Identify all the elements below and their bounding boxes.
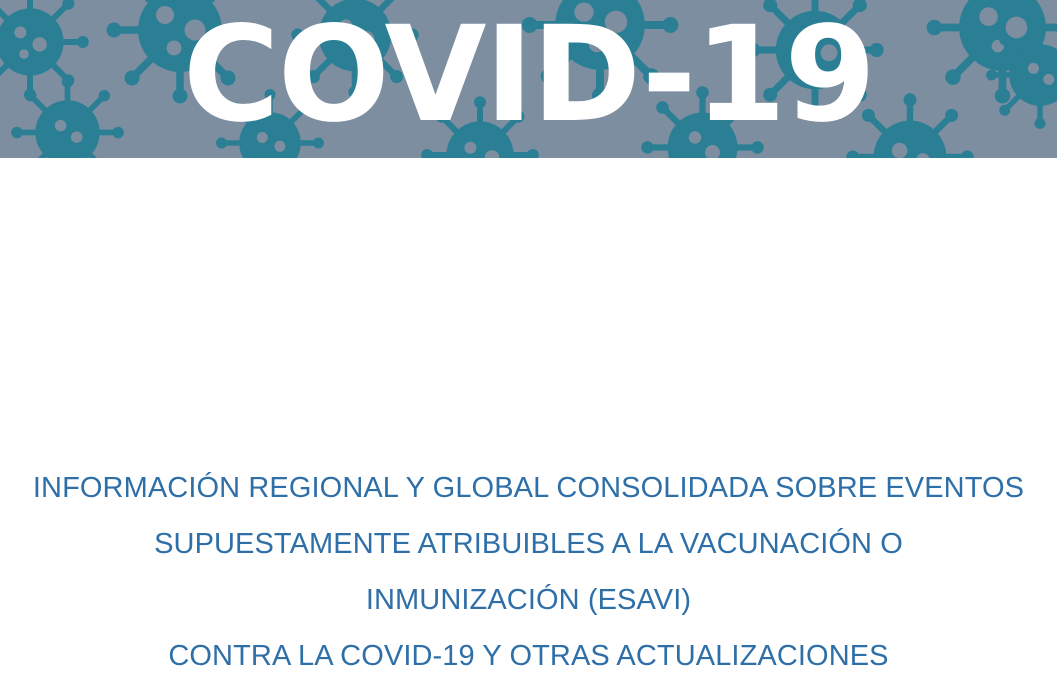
document-subtitle	[0, 460, 1057, 675]
subtitle-line: INMUNIZACIÓN (ESAVI)	[365, 584, 692, 616]
document-body	[0, 158, 1057, 675]
subtitle-line: CONTRA LA COVID-19 Y OTRAS ACTUALIZACIONES	[168, 640, 889, 672]
subtitle-line: INFORMACIÓN REGIONAL Y GLOBAL CONSOLIDADA SOBRE EVENTOS	[32, 472, 1025, 504]
header-banner	[0, 0, 1057, 158]
subtitle-line: SUPUESTAMENTE ATRIBUIBLES A LA VACUNACIÓN O	[154, 528, 903, 560]
page-title: COVID-19	[182, 0, 875, 152]
